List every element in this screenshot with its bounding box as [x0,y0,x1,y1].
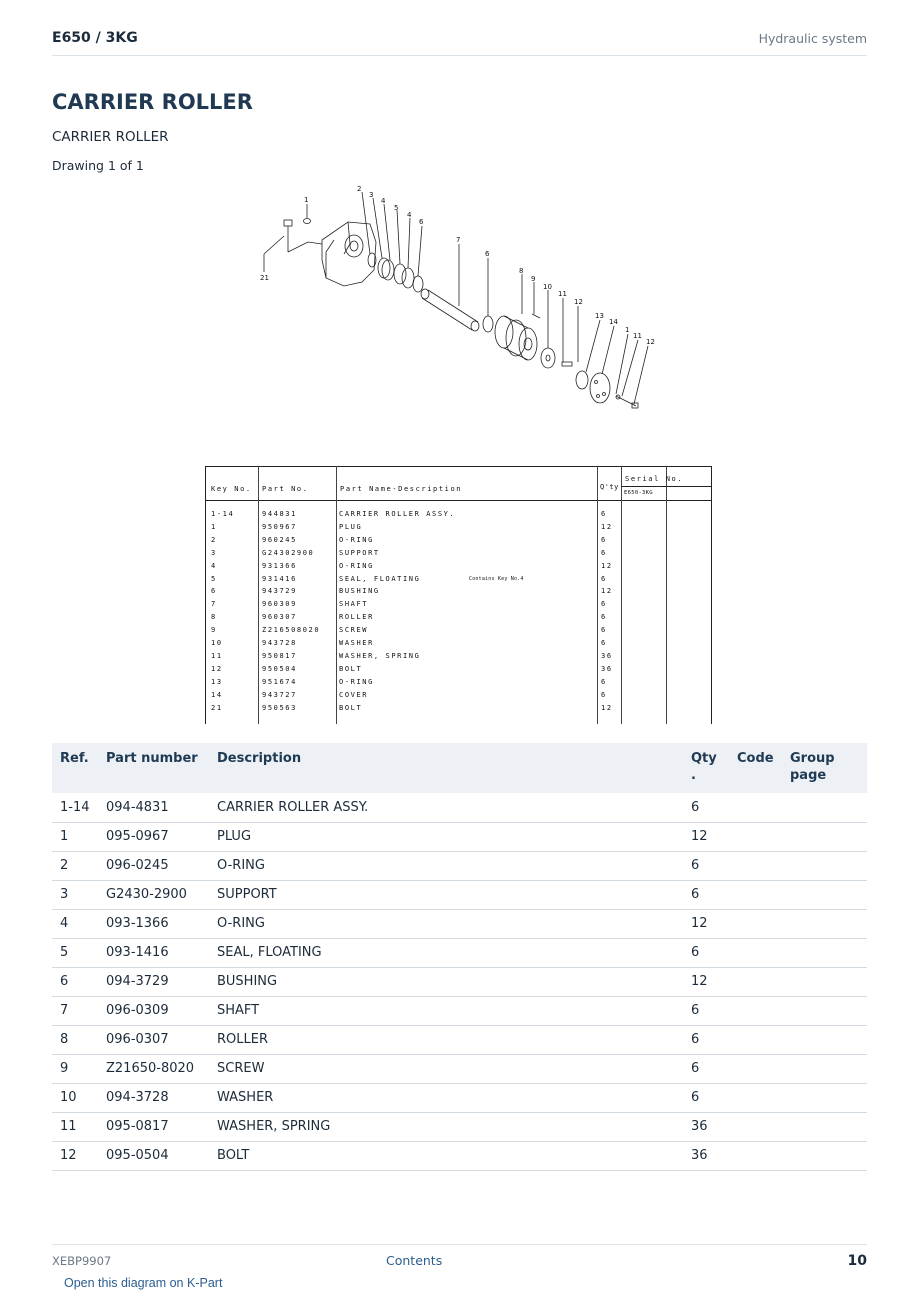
cell-qty: 12 [683,822,729,851]
cell-qty: 36 [683,1141,729,1170]
cell-code [729,880,782,909]
scan-desc: BOLT [339,703,363,712]
cell-part-number: 095-0967 [98,822,209,851]
scan-row [205,626,711,638]
callout-12b: 12 [646,338,655,346]
scan-row [205,665,711,677]
cell-qty: 6 [683,996,729,1025]
scan-part: 960309 [262,600,297,609]
scan-key: 10 [211,639,223,647]
cell-ref: 5 [52,938,98,967]
scan-part: 950563 [262,703,297,712]
scan-key: 5 [211,574,217,583]
cell-description: ROLLER [209,1025,683,1054]
scan-desc: O-RING [339,535,374,544]
scan-qty: 6 [601,600,607,609]
scan-part: 943728 [262,639,297,647]
scan-row [205,652,711,664]
cell-qty: 6 [683,1054,729,1083]
cell-part-number: 093-1366 [98,909,209,938]
cell-part-number: 094-3729 [98,967,209,996]
cell-ref: 8 [52,1025,98,1054]
document-id: XEBP9907 [52,1254,112,1268]
scan-part: 931366 [262,561,297,570]
table-row [52,793,867,822]
cell-description: WASHER [209,1083,683,1112]
scan-key: 12 [211,664,223,673]
scan-key: 1 [211,522,217,531]
scan-key: 14 [211,690,223,699]
cell-group-page [782,1112,867,1141]
table-row [52,1083,867,1112]
cell-part-number: 094-3728 [98,1083,209,1112]
scan-row [205,600,711,612]
scan-qty: 12 [601,561,613,570]
cell-group-page [782,1141,867,1170]
page-subtitle: CARRIER ROLLER [52,129,169,145]
cell-ref: 7 [52,996,98,1025]
scan-part: 960245 [262,535,297,544]
section-label: Hydraulic system [758,31,867,46]
page-header [52,28,867,56]
table-row [52,822,867,851]
table-row [52,1054,867,1083]
cell-description: BUSHING [209,967,683,996]
cell-code [729,793,782,822]
cell-code [729,851,782,880]
scan-part: 960307 [262,613,297,622]
cell-part-number: 096-0307 [98,1025,209,1054]
cell-qty: 6 [683,1083,729,1112]
scan-qty: 12 [601,587,613,596]
cell-group-page [782,822,867,851]
drawing-count: Drawing 1 of 1 [52,158,144,173]
scan-row [205,587,711,599]
scan-part: 950967 [262,522,297,531]
scan-key: 13 [211,677,223,686]
scan-header-serial-sub: E650-3KG [624,490,653,496]
scan-desc: O-RING [339,677,374,686]
scan-key: 4 [211,561,217,570]
scan-qty: 12 [601,703,613,712]
table-row [52,880,867,909]
scan-note: Contains Key No.4 [469,576,524,582]
cell-code [729,996,782,1025]
scan-qty: 12 [601,522,613,531]
scan-header-key: Key No. [211,485,252,493]
scan-key: 21 [211,703,223,712]
callout-14: 14 [609,318,618,326]
scan-row [205,691,711,703]
table-row [52,1112,867,1141]
scan-row [205,549,711,561]
cell-code [729,1141,782,1170]
cell-qty: 6 [683,880,729,909]
callout-2: 2 [357,185,362,193]
scan-header-desc: Part Name-Description [340,485,463,493]
scan-qty: 6 [601,548,607,557]
scan-desc: ROLLER [339,613,374,622]
scan-header-qty: Q'ty [600,483,619,491]
col-qty [683,743,729,793]
cell-group-page [782,1054,867,1083]
cell-part-number: 095-0817 [98,1112,209,1141]
cell-qty: 36 [683,1112,729,1141]
col-part-number: Part number [98,743,209,793]
parts-table [52,743,867,1171]
table-row [52,851,867,880]
col-qty-label: Qty . [691,751,717,783]
cell-part-number: 095-0504 [98,1141,209,1170]
cell-description: SEAL, FLOATING [209,938,683,967]
scan-part: 944831 [262,510,297,518]
cell-description: SHAFT [209,996,683,1025]
kpart-diagram-link[interactable]: Open this diagram on K-Part [64,1276,223,1290]
scan-part: Z216508020 [262,626,321,635]
scan-header-part: Part No. [262,485,309,493]
callout-4b: 4 [407,211,412,219]
cell-ref: 3 [52,880,98,909]
scan-key: 1-14 [211,510,235,518]
cell-description: O-RING [209,909,683,938]
cell-description: BOLT [209,1141,683,1170]
scan-desc: CARRIER ROLLER ASSY. [339,510,456,518]
scan-qty: 6 [601,510,607,518]
cell-ref: 2 [52,851,98,880]
callout-6: 6 [419,218,424,226]
scan-qty: 6 [601,690,607,699]
callout-4: 4 [381,197,386,205]
callout-11: 11 [558,290,567,298]
cell-description: O-RING [209,851,683,880]
cell-group-page [782,851,867,880]
table-row [52,909,867,938]
callout-1: 1 [304,196,309,204]
scan-key: 2 [211,535,217,544]
scan-qty: 6 [601,626,607,635]
col-group-page: Group page [782,743,867,793]
cell-description: PLUG [209,822,683,851]
contents-link[interactable]: Contents [386,1253,443,1268]
cell-ref: 10 [52,1083,98,1112]
scan-key: 6 [211,587,217,596]
scan-part: 931416 [262,574,297,583]
cell-ref: 11 [52,1112,98,1141]
scan-key: 11 [211,651,223,660]
cell-group-page [782,880,867,909]
scan-qty: 6 [601,535,607,544]
cell-description: SCREW [209,1054,683,1083]
cell-description: SUPPORT [209,880,683,909]
cell-ref: 4 [52,909,98,938]
scan-desc: SCREW [339,626,369,635]
scan-key: 3 [211,548,217,557]
scan-part: 950504 [262,664,297,673]
cell-group-page [782,909,867,938]
scan-row [205,510,711,522]
cell-group-page [782,996,867,1025]
cell-part-number: Z21650-8020 [98,1054,209,1083]
scan-qty: 6 [601,574,607,583]
scanned-parts-table [205,466,715,724]
cell-group-page [782,1025,867,1054]
scan-key: 9 [211,626,217,635]
scan-row [205,639,711,651]
cell-qty: 6 [683,938,729,967]
page-number: 10 [847,1253,867,1269]
cell-code [729,938,782,967]
callout-12: 12 [574,298,583,306]
callout-3: 3 [369,191,374,199]
callout-1b: 1 [625,326,630,334]
callout-9: 9 [531,275,536,283]
cell-code [729,1112,782,1141]
scan-desc: BUSHING [339,587,380,596]
scan-key: 8 [211,613,217,622]
cell-code [729,822,782,851]
scan-row [205,678,711,690]
scan-row [205,536,711,548]
cell-code [729,1083,782,1112]
col-ref: Ref. [52,743,98,793]
cell-qty: 6 [683,793,729,822]
parts-table-header [52,743,867,793]
cell-description: WASHER, SPRING [209,1112,683,1141]
scan-qty: 36 [601,651,613,660]
cell-ref: 9 [52,1054,98,1083]
cell-ref: 1-14 [52,793,98,822]
callout-6b: 6 [485,250,490,258]
cell-description: CARRIER ROLLER ASSY. [209,793,683,822]
callout-11b: 11 [633,332,642,340]
scan-desc: SUPPORT [339,548,380,557]
exploded-diagram [250,182,670,422]
cell-ref: 6 [52,967,98,996]
cell-qty: 12 [683,909,729,938]
scan-desc: WASHER [339,639,374,647]
cell-part-number: 094-4831 [98,793,209,822]
cell-ref: 1 [52,822,98,851]
scan-desc: SEAL, FLOATING [339,574,421,583]
scan-part: 943727 [262,690,297,699]
cell-part-number: 096-0245 [98,851,209,880]
cell-code [729,1025,782,1054]
table-row [52,1141,867,1170]
callout-7: 7 [456,236,461,244]
cell-group-page [782,1083,867,1112]
callout-13: 13 [595,312,604,320]
model-label: E650 / 3KG [52,30,138,46]
scan-part: G24302900 [262,548,315,557]
table-row [52,938,867,967]
cell-qty: 12 [683,967,729,996]
table-row [52,996,867,1025]
scan-row [205,523,711,535]
cell-group-page [782,793,867,822]
scan-part: 950817 [262,651,297,660]
callout-10: 10 [543,283,552,291]
col-description: Description [209,743,683,793]
cell-part-number: 096-0309 [98,996,209,1025]
cell-qty: 6 [683,851,729,880]
cell-code [729,1054,782,1083]
scan-desc: WASHER, SPRING [339,651,421,660]
scan-key: 7 [211,600,217,609]
cell-code [729,967,782,996]
scan-qty: 6 [601,613,607,622]
table-row [52,1025,867,1054]
callout-8: 8 [519,267,524,275]
scan-row [205,562,711,574]
cell-code [729,909,782,938]
cell-part-number: G2430-2900 [98,880,209,909]
cell-group-page [782,967,867,996]
scan-part: 943729 [262,587,297,596]
scan-desc: SHAFT [339,600,369,609]
cell-part-number: 093-1416 [98,938,209,967]
scan-qty: 6 [601,639,607,647]
col-code: Code [729,743,782,793]
scan-part: 951674 [262,677,297,686]
table-row [52,967,867,996]
cell-group-page [782,938,867,967]
page-footer [52,1244,867,1274]
cell-ref: 12 [52,1141,98,1170]
scan-row [205,704,711,716]
scan-desc: PLUG [339,522,363,531]
scan-header-serial: Serial No. [625,475,684,483]
scan-row [205,575,711,587]
callout-5: 5 [394,204,399,212]
scan-row [205,613,711,625]
scan-qty: 6 [601,677,607,686]
scan-desc: O-RING [339,561,374,570]
scan-desc: COVER [339,690,369,699]
callout-21: 21 [260,274,269,282]
scan-qty: 36 [601,664,613,673]
scan-desc: BOLT [339,664,363,673]
cell-qty: 6 [683,1025,729,1054]
page-title: CARRIER ROLLER [52,90,253,114]
